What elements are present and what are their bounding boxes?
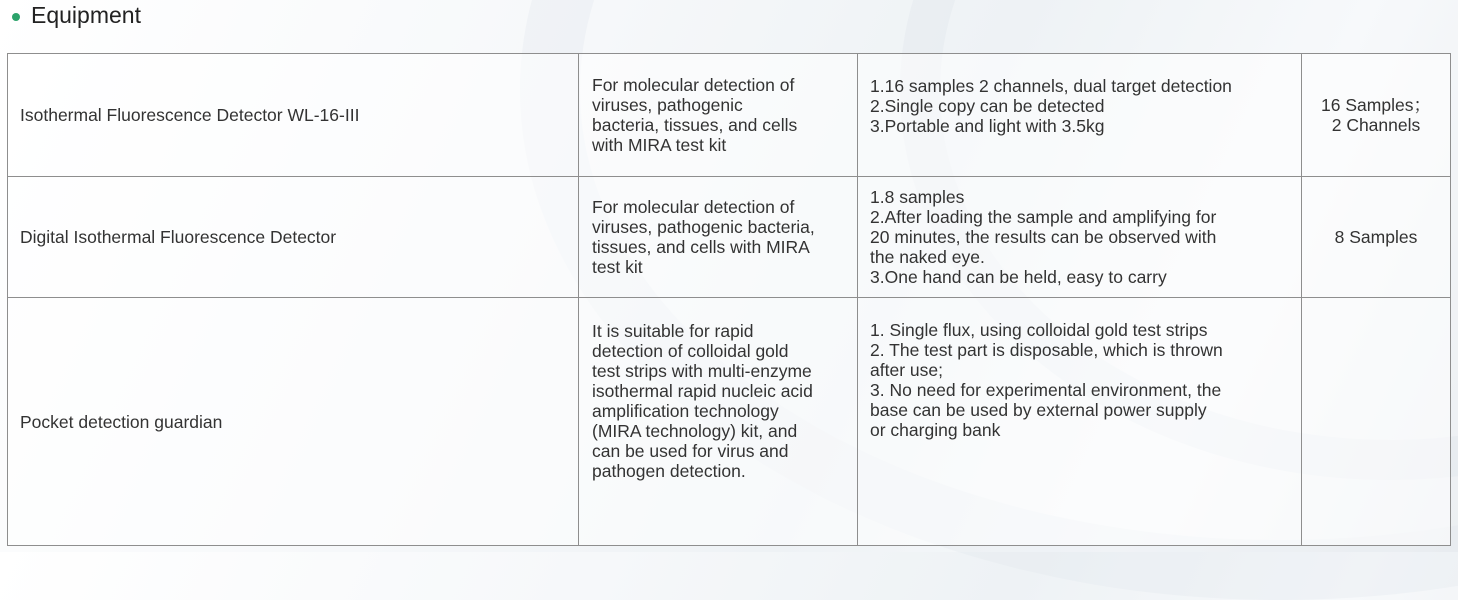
spec-line: 8 Samples bbox=[1334, 227, 1418, 247]
description-line: viruses, pathogenic bbox=[592, 95, 743, 115]
section-title: Equipment bbox=[31, 1, 141, 28]
equipment-features bbox=[858, 177, 1302, 298]
feature-line: 3. No need for experimental environment, the bbox=[870, 380, 1222, 400]
description-line: bacteria, tissues, and cells bbox=[592, 115, 798, 135]
feature-line: or charging bank bbox=[870, 420, 1001, 440]
equipment-name: Isothermal Fluorescence Detector WL-16-III bbox=[8, 54, 579, 177]
description-line: isothermal rapid nucleic acid bbox=[592, 381, 813, 401]
equipment-name: Digital Isothermal Fluorescence Detector bbox=[8, 177, 579, 298]
feature-line: 2.Single copy can be detected bbox=[870, 96, 1105, 116]
equipment-description bbox=[579, 54, 858, 177]
feature-line: 2.After loading the sample and amplifying for bbox=[870, 207, 1217, 227]
section-heading bbox=[12, 0, 141, 30]
table-row bbox=[8, 298, 1451, 546]
description-line: test kit bbox=[592, 257, 643, 277]
equipment-spec bbox=[1302, 54, 1451, 177]
equipment-description bbox=[579, 298, 858, 546]
equipment-spec bbox=[1302, 177, 1451, 298]
description-line: test strips with multi-enzyme bbox=[592, 361, 812, 381]
equipment-features bbox=[858, 298, 1302, 546]
spec-line: 16 Samples； bbox=[1321, 95, 1431, 115]
description-line: viruses, pathogenic bacteria, bbox=[592, 217, 815, 237]
equipment-name: Pocket detection guardian bbox=[8, 298, 579, 546]
bullet-icon bbox=[12, 13, 20, 21]
feature-line: 1.16 samples 2 channels, dual target detection bbox=[870, 76, 1232, 96]
feature-line: the naked eye. bbox=[870, 247, 985, 267]
feature-line: after use; bbox=[870, 360, 943, 380]
feature-line: 3.Portable and light with 3.5kg bbox=[870, 116, 1105, 136]
description-line: with MIRA test kit bbox=[592, 135, 727, 155]
description-line: It is suitable for rapid bbox=[592, 321, 754, 341]
equipment-features bbox=[858, 54, 1302, 177]
table-row bbox=[8, 177, 1451, 298]
feature-line: 1. Single flux, using colloidal gold test strips bbox=[870, 320, 1208, 340]
equipment-table bbox=[7, 53, 1451, 546]
description-line: can be used for virus and bbox=[592, 441, 789, 461]
feature-line: 20 minutes, the results can be observed with bbox=[870, 227, 1217, 247]
description-line: (MIRA technology) kit, and bbox=[592, 421, 798, 441]
description-line: amplification technology bbox=[592, 401, 779, 421]
equipment-spec bbox=[1302, 298, 1451, 546]
description-line: For molecular detection of bbox=[592, 197, 795, 217]
description-line: For molecular detection of bbox=[592, 75, 795, 95]
feature-line: 1.8 samples bbox=[870, 187, 965, 207]
feature-line: 3.One hand can be held, easy to carry bbox=[870, 267, 1167, 287]
description-line: tissues, and cells with MIRA bbox=[592, 237, 810, 257]
equipment-description bbox=[579, 177, 858, 298]
table-row bbox=[8, 54, 1451, 177]
description-line: detection of colloidal gold bbox=[592, 341, 789, 361]
feature-line: 2. The test part is disposable, which is thrown bbox=[870, 340, 1223, 360]
description-line: pathogen detection. bbox=[592, 461, 746, 481]
feature-line: base can be used by external power supply bbox=[870, 400, 1207, 420]
spec-line: 2 Channels bbox=[1331, 115, 1421, 135]
